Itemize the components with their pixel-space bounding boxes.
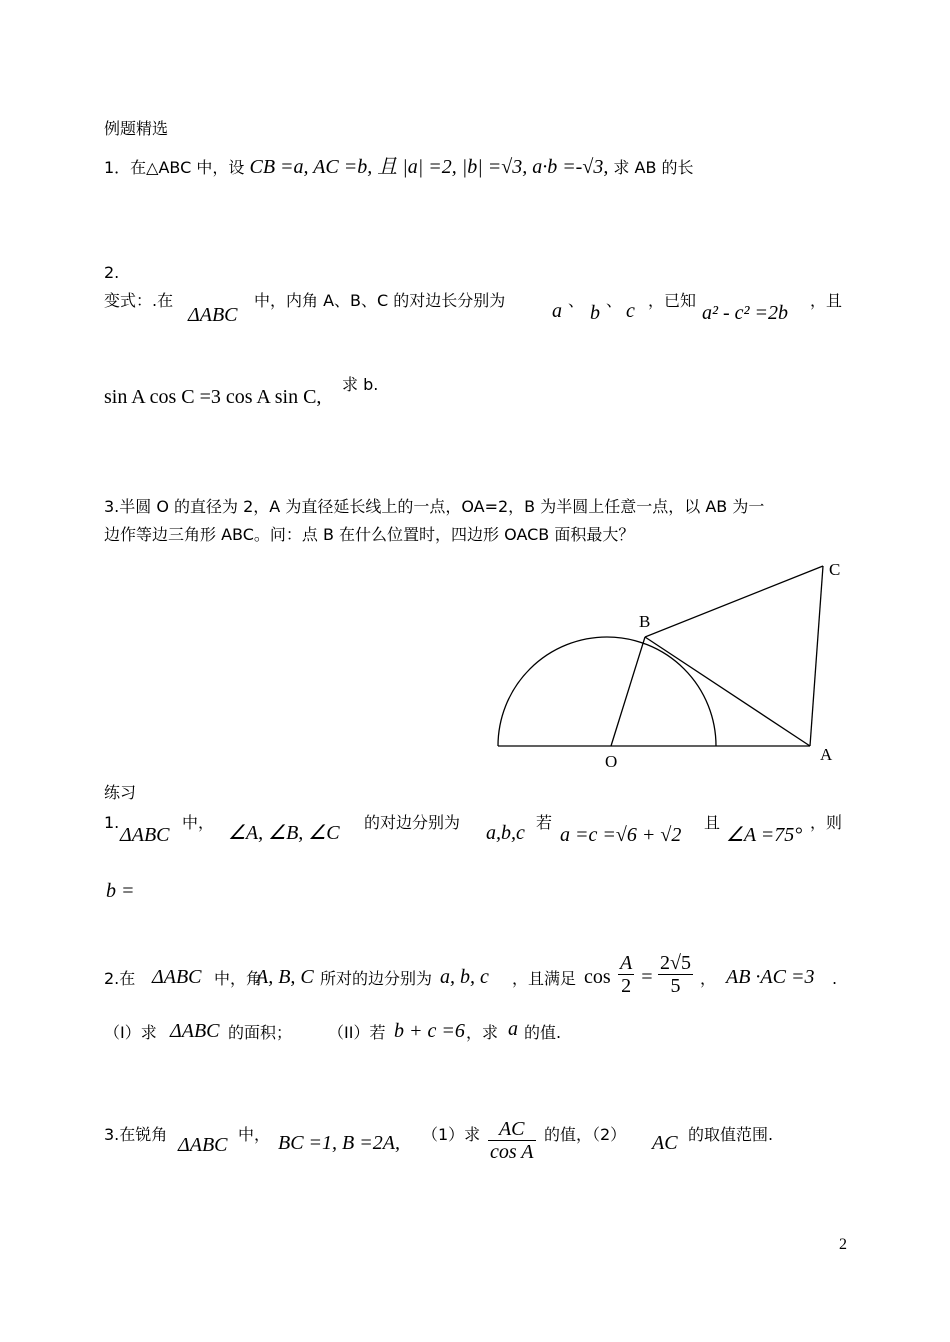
practice-1-text1: 中， bbox=[182, 813, 215, 832]
practice-2-vars: a, b, c bbox=[440, 966, 489, 988]
segment-ob bbox=[611, 637, 645, 746]
segment-ca bbox=[810, 566, 823, 746]
label-c: C bbox=[829, 560, 841, 579]
practice-2-cos: cos bbox=[584, 966, 611, 988]
practice-2-q1-triangle: ΔABC bbox=[170, 1020, 220, 1042]
practice-2-angles: A, B, C bbox=[256, 966, 314, 988]
semicircle-arc bbox=[498, 637, 716, 746]
fraction-a-over-2: $\frac{A}{2}$ bbox=[620, 952, 633, 997]
practice-1-number: 1. bbox=[104, 813, 120, 832]
condition-1: a² - c² =2b bbox=[702, 302, 789, 324]
example-1-prefix: 1．在△ABC 中，设 bbox=[104, 158, 245, 177]
example-1 bbox=[104, 156, 694, 179]
practice-2-q2-ask: ，求 bbox=[466, 1023, 499, 1042]
segment-bc bbox=[645, 566, 823, 637]
practice-3-q2-end: 的取值范围. bbox=[688, 1125, 774, 1144]
condition-2: sin A cos C =3 cos A sin C, bbox=[104, 386, 322, 408]
practice-2-q2: （II）若 bbox=[328, 1023, 386, 1042]
practice-3-ac: AC bbox=[652, 1132, 678, 1154]
page-number: 2 bbox=[839, 1236, 847, 1253]
practice-2-line1: 2.在 ΔABC 中，角 A, B, C 所对的边分别为 a, b, c ，且满足 cos $\frac{A}{2}$ = $\frac{2√5}{5}$ ， AB ·AC =3 . bbox=[104, 952, 838, 997]
example-3-line1: 3.半圆 O 的直径为 2，A 为直径延长线上的一点，OA=2，B 为半圆上任意一点，以 AB 为一 bbox=[104, 497, 765, 516]
practice-3-triangle: ΔABC bbox=[178, 1134, 228, 1156]
practice-2-text-angles: 中，角 bbox=[214, 969, 263, 988]
example-2-text: 中，内角 A、B、C 的对边长分别为 bbox=[254, 291, 506, 310]
geometry-figure bbox=[480, 552, 860, 782]
practice-2-condition: b + c =6 bbox=[394, 1020, 465, 1042]
practice-1-text2: 的对边分别为 bbox=[364, 813, 461, 832]
section-heading-examples: 例题精选 bbox=[104, 119, 169, 138]
practice-1-line1 bbox=[104, 812, 849, 852]
practice-3-text1: 中， bbox=[238, 1125, 271, 1144]
practice-2-var-a: a bbox=[508, 1018, 518, 1040]
practice-1-triangle: ΔABC bbox=[120, 824, 170, 846]
practice-2-q2-end: 的值. bbox=[524, 1023, 562, 1042]
practice-2-triangle: ΔABC bbox=[152, 966, 202, 988]
practice-1-text4: 且 bbox=[704, 813, 721, 832]
practice-2-dot-product: AB ·AC =3 bbox=[726, 966, 815, 988]
example-2-end: ，且 bbox=[810, 291, 843, 310]
section-heading-practice: 练习 bbox=[104, 783, 137, 802]
practice-3-q1-end: 的值，（2） bbox=[544, 1125, 627, 1144]
practice-1-angles: ∠A, ∠B, ∠C bbox=[228, 822, 340, 844]
example-2-line2 bbox=[104, 374, 504, 414]
practice-2-q1: （I）求 bbox=[104, 1023, 157, 1042]
fraction-2root5-over-5: $\frac{2√5}{5}$ bbox=[660, 952, 691, 997]
var-b: b bbox=[590, 302, 600, 324]
fraction-ac-over-cosa: $\frac{AC}{\text{cos A}}$ bbox=[490, 1118, 534, 1163]
practice-1-answer: b = bbox=[106, 880, 135, 902]
example-2-prefix: 变式：.在 bbox=[104, 291, 174, 310]
example-2-ask: 求 b. bbox=[342, 375, 379, 394]
practice-2-text-satisfy: ，且满足 bbox=[512, 969, 577, 988]
var-c: c bbox=[626, 300, 635, 322]
practice-2-line2 bbox=[104, 1018, 849, 1048]
practice-3-q1: （1）求 bbox=[422, 1125, 481, 1144]
practice-1-text5: ，则 bbox=[810, 813, 843, 832]
var-a: a bbox=[552, 300, 562, 322]
practice-1-text3: 若 bbox=[536, 813, 553, 832]
practice-2-prefix: 2.在 bbox=[104, 969, 136, 988]
practice-2-text-sides: 所对的边分别为 bbox=[320, 969, 433, 988]
segment-ab bbox=[645, 637, 810, 746]
practice-3-condition: BC =1, B =2A, bbox=[278, 1132, 400, 1154]
example-1-suffix: 求 AB 的长 bbox=[613, 158, 694, 177]
example-1-math: CB =a, AC =b, 且 |a| =2, |b| =√3, a·b =-√3, bbox=[249, 156, 609, 178]
practice-3-prefix: 3.在锐角 bbox=[104, 1125, 168, 1144]
label-a: A bbox=[820, 745, 833, 764]
practice-1-vars: a,b,c bbox=[486, 822, 525, 844]
example-3-line2: 边作等边三角形 ABC。问：点 B 在什么位置时，四边形 OACB 面积最大？ bbox=[104, 525, 635, 544]
practice-3 bbox=[104, 1118, 849, 1178]
practice-1-condition: a =c =√6 + √2 bbox=[560, 824, 682, 846]
practice-2-q1-end: 的面积； bbox=[228, 1023, 293, 1042]
example-2-line1: 变式：.在 ΔABC 中，内角 A、B、C 的对边长分别为 a 、 b 、 c ，已知 a² - c² =2b ，且 bbox=[104, 291, 843, 326]
example-2-known: ，已知 bbox=[648, 291, 697, 310]
label-b: B bbox=[639, 612, 651, 631]
practice-1-angle-condition: ∠A =75° bbox=[726, 824, 803, 846]
label-o: O bbox=[605, 752, 618, 771]
example-2-number: 2. bbox=[104, 263, 120, 282]
triangle-abc: ΔABC bbox=[188, 304, 238, 326]
